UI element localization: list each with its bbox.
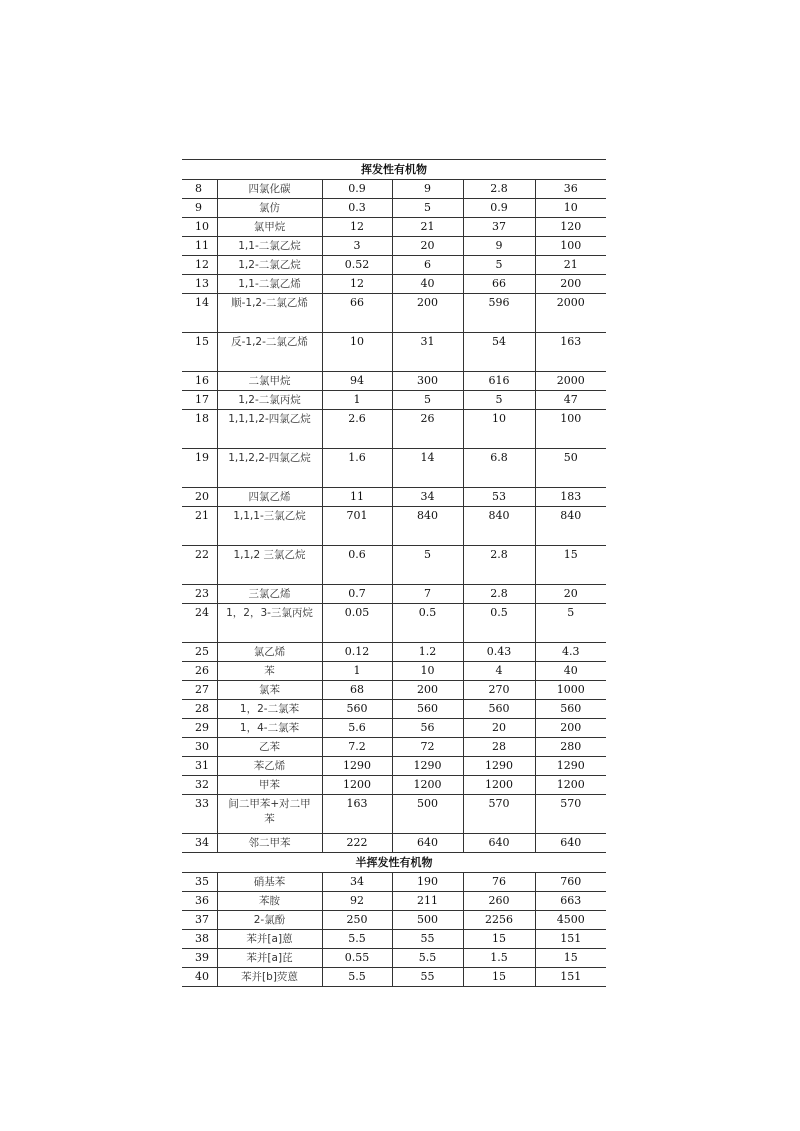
value-col-3: 0.5: [463, 604, 535, 643]
value-col-4: 100: [535, 410, 606, 449]
value-col-1: 94: [322, 372, 392, 391]
table-row: [182, 949, 606, 968]
value-col-2: 200: [392, 681, 463, 700]
value-col-3: 6.8: [463, 449, 535, 488]
value-col-1: 5.6: [322, 719, 392, 738]
pollutant-name: 1,2-二氯丙烷: [217, 391, 322, 410]
row-number: 28: [182, 700, 217, 719]
value-col-1: 560: [322, 700, 392, 719]
value-col-3: 54: [463, 333, 535, 372]
value-col-1: 68: [322, 681, 392, 700]
value-col-4: 20: [535, 585, 606, 604]
value-col-4: 200: [535, 719, 606, 738]
value-col-3: 616: [463, 372, 535, 391]
pollutant-name: 苯并[b]荧蒽: [217, 968, 322, 987]
section-title: 挥发性有机物: [182, 160, 606, 180]
row-number: 10: [182, 218, 217, 237]
pollutant-name: 2-氯酚: [217, 911, 322, 930]
section-header-row: [182, 160, 606, 180]
value-col-2: 5: [392, 199, 463, 218]
value-col-4: 50: [535, 449, 606, 488]
value-col-2: 640: [392, 834, 463, 853]
value-col-4: 36: [535, 180, 606, 199]
value-col-1: 1290: [322, 757, 392, 776]
table-row: [182, 199, 606, 218]
value-col-4: 280: [535, 738, 606, 757]
value-col-2: 500: [392, 911, 463, 930]
section-header-row: [182, 853, 606, 873]
table-row: [182, 892, 606, 911]
pollutant-name: 苯并[a]蒽: [217, 930, 322, 949]
row-number: 38: [182, 930, 217, 949]
value-col-1: 0.3: [322, 199, 392, 218]
value-col-1: 222: [322, 834, 392, 853]
table-row: [182, 911, 606, 930]
value-col-3: 1.5: [463, 949, 535, 968]
value-col-1: 1.6: [322, 449, 392, 488]
value-col-2: 211: [392, 892, 463, 911]
value-col-1: 34: [322, 873, 392, 892]
value-col-3: 5: [463, 256, 535, 275]
value-col-2: 40: [392, 275, 463, 294]
value-col-3: 840: [463, 507, 535, 546]
value-col-2: 5.5: [392, 949, 463, 968]
row-number: 18: [182, 410, 217, 449]
table-row: [182, 795, 606, 834]
value-col-3: 570: [463, 795, 535, 834]
row-number: 15: [182, 333, 217, 372]
row-number: 35: [182, 873, 217, 892]
value-col-3: 4: [463, 662, 535, 681]
value-col-3: 0.9: [463, 199, 535, 218]
table-row: [182, 757, 606, 776]
value-col-3: 15: [463, 968, 535, 987]
value-col-4: 840: [535, 507, 606, 546]
value-col-4: 1290: [535, 757, 606, 776]
value-col-1: 7.2: [322, 738, 392, 757]
pollutant-name: 邻二甲苯: [217, 834, 322, 853]
row-number: 25: [182, 643, 217, 662]
value-col-2: 5: [392, 391, 463, 410]
pollutant-name: 1,1-二氯乙烯: [217, 275, 322, 294]
row-number: 26: [182, 662, 217, 681]
value-col-1: 5.5: [322, 968, 392, 987]
pollutant-name: 1,2-二氯乙烷: [217, 256, 322, 275]
pollutant-name: 三氯乙烯: [217, 585, 322, 604]
value-col-3: 2.8: [463, 180, 535, 199]
value-col-1: 701: [322, 507, 392, 546]
pollutant-name: 二氯甲烷: [217, 372, 322, 391]
table-row: [182, 643, 606, 662]
value-col-1: 163: [322, 795, 392, 834]
row-number: 16: [182, 372, 217, 391]
table-row: [182, 700, 606, 719]
value-col-3: 1290: [463, 757, 535, 776]
value-col-1: 0.55: [322, 949, 392, 968]
value-col-1: 0.7: [322, 585, 392, 604]
value-col-2: 26: [392, 410, 463, 449]
value-col-2: 55: [392, 968, 463, 987]
row-number: 14: [182, 294, 217, 333]
value-col-4: 2000: [535, 372, 606, 391]
value-col-1: 1200: [322, 776, 392, 795]
value-col-3: 10: [463, 410, 535, 449]
pollutant-name: 1，4-二氯苯: [217, 719, 322, 738]
row-number: 22: [182, 546, 217, 585]
row-number: 33: [182, 795, 217, 834]
table-row: [182, 180, 606, 199]
value-col-3: 37: [463, 218, 535, 237]
value-col-1: 1: [322, 662, 392, 681]
pollutant-name: 1,1,1-三氯乙烷: [217, 507, 322, 546]
value-col-2: 20: [392, 237, 463, 256]
value-col-4: 15: [535, 546, 606, 585]
value-col-1: 92: [322, 892, 392, 911]
row-number: 40: [182, 968, 217, 987]
table-row: [182, 391, 606, 410]
value-col-4: 200: [535, 275, 606, 294]
pollutant-name: 四氯乙烯: [217, 488, 322, 507]
table-row: [182, 719, 606, 738]
table-row: [182, 546, 606, 585]
table-row: [182, 507, 606, 546]
value-col-3: 76: [463, 873, 535, 892]
value-col-2: 14: [392, 449, 463, 488]
value-col-2: 0.5: [392, 604, 463, 643]
row-number: 36: [182, 892, 217, 911]
value-col-2: 200: [392, 294, 463, 333]
table-row: [182, 237, 606, 256]
value-col-3: 15: [463, 930, 535, 949]
value-col-4: 47: [535, 391, 606, 410]
row-number: 37: [182, 911, 217, 930]
table-row: [182, 294, 606, 333]
table-row: [182, 738, 606, 757]
value-col-1: 0.05: [322, 604, 392, 643]
pollutant-name: 甲苯: [217, 776, 322, 795]
pollutant-name: 顺-1,2-二氯乙烯: [217, 294, 322, 333]
value-col-2: 1.2: [392, 643, 463, 662]
value-col-1: 0.52: [322, 256, 392, 275]
value-col-3: 9: [463, 237, 535, 256]
row-number: 20: [182, 488, 217, 507]
value-col-1: 0.12: [322, 643, 392, 662]
pollutant-name: 乙苯: [217, 738, 322, 757]
table-row: [182, 604, 606, 643]
row-number: 19: [182, 449, 217, 488]
value-col-4: 10: [535, 199, 606, 218]
value-col-2: 55: [392, 930, 463, 949]
value-col-3: 260: [463, 892, 535, 911]
row-number: 8: [182, 180, 217, 199]
table-row: [182, 681, 606, 700]
row-number: 30: [182, 738, 217, 757]
row-number: 11: [182, 237, 217, 256]
table-row: [182, 488, 606, 507]
table-row: [182, 968, 606, 987]
section-title: 半挥发性有机物: [182, 853, 606, 873]
value-col-3: 560: [463, 700, 535, 719]
table-row: [182, 333, 606, 372]
row-number: 9: [182, 199, 217, 218]
value-col-2: 72: [392, 738, 463, 757]
value-col-3: 2256: [463, 911, 535, 930]
pollutant-name: 苯并[a]芘: [217, 949, 322, 968]
pollutant-name: 1，2-二氯苯: [217, 700, 322, 719]
value-col-1: 11: [322, 488, 392, 507]
value-col-4: 21: [535, 256, 606, 275]
row-number: 21: [182, 507, 217, 546]
value-col-2: 6: [392, 256, 463, 275]
value-col-3: 640: [463, 834, 535, 853]
pollutant-name: 氯乙烯: [217, 643, 322, 662]
value-col-4: 40: [535, 662, 606, 681]
value-col-1: 2.6: [322, 410, 392, 449]
value-col-4: 100: [535, 237, 606, 256]
row-number: 31: [182, 757, 217, 776]
value-col-2: 5: [392, 546, 463, 585]
pollutant-name: 1,1,2,2-四氯乙烷: [217, 449, 322, 488]
value-col-1: 0.9: [322, 180, 392, 199]
value-col-4: 570: [535, 795, 606, 834]
value-col-4: 151: [535, 930, 606, 949]
pollutant-name: 1,1,1,2-四氯乙烷: [217, 410, 322, 449]
value-col-1: 250: [322, 911, 392, 930]
value-col-4: 163: [535, 333, 606, 372]
value-col-4: 760: [535, 873, 606, 892]
row-number: 34: [182, 834, 217, 853]
value-col-2: 10: [392, 662, 463, 681]
table-row: [182, 873, 606, 892]
value-col-4: 151: [535, 968, 606, 987]
row-number: 24: [182, 604, 217, 643]
value-col-3: 53: [463, 488, 535, 507]
table-row: [182, 834, 606, 853]
pollutant-name: 氯甲烷: [217, 218, 322, 237]
table-row: [182, 372, 606, 391]
value-col-2: 9: [392, 180, 463, 199]
value-col-2: 560: [392, 700, 463, 719]
pollutant-name: 四氯化碳: [217, 180, 322, 199]
value-col-2: 500: [392, 795, 463, 834]
value-col-4: 120: [535, 218, 606, 237]
value-col-1: 12: [322, 275, 392, 294]
value-col-1: 1: [322, 391, 392, 410]
value-col-1: 66: [322, 294, 392, 333]
table-row: [182, 449, 606, 488]
value-col-2: 31: [392, 333, 463, 372]
row-number: 23: [182, 585, 217, 604]
value-col-3: 20: [463, 719, 535, 738]
value-col-2: 34: [392, 488, 463, 507]
row-number: 29: [182, 719, 217, 738]
table-row: [182, 275, 606, 294]
pollutant-name: 苯乙烯: [217, 757, 322, 776]
table-row: [182, 218, 606, 237]
value-col-2: 21: [392, 218, 463, 237]
row-number: 39: [182, 949, 217, 968]
row-number: 13: [182, 275, 217, 294]
value-col-4: 5: [535, 604, 606, 643]
value-col-3: 0.43: [463, 643, 535, 662]
value-col-4: 2000: [535, 294, 606, 333]
value-col-3: 596: [463, 294, 535, 333]
value-col-2: 56: [392, 719, 463, 738]
value-col-4: 663: [535, 892, 606, 911]
pollutant-name: 1，2，3-三氯丙烷: [217, 604, 322, 643]
pollutant-name: 苯: [217, 662, 322, 681]
table-body: [182, 160, 606, 987]
table-row: [182, 930, 606, 949]
pollutant-name: 氯苯: [217, 681, 322, 700]
row-number: 32: [182, 776, 217, 795]
value-col-1: 3: [322, 237, 392, 256]
value-col-1: 5.5: [322, 930, 392, 949]
value-col-2: 7: [392, 585, 463, 604]
table-row: [182, 256, 606, 275]
value-col-2: 300: [392, 372, 463, 391]
value-col-4: 640: [535, 834, 606, 853]
value-col-4: 560: [535, 700, 606, 719]
value-col-1: 12: [322, 218, 392, 237]
table-row: [182, 662, 606, 681]
value-col-3: 270: [463, 681, 535, 700]
value-col-4: 1000: [535, 681, 606, 700]
table-row: [182, 410, 606, 449]
value-col-1: 0.6: [322, 546, 392, 585]
value-col-4: 15: [535, 949, 606, 968]
value-col-4: 1200: [535, 776, 606, 795]
value-col-4: 4.3: [535, 643, 606, 662]
pollutant-table: [182, 159, 606, 987]
value-col-3: 2.8: [463, 585, 535, 604]
value-col-4: 183: [535, 488, 606, 507]
value-col-4: 4500: [535, 911, 606, 930]
row-number: 27: [182, 681, 217, 700]
document-page: [182, 159, 606, 987]
value-col-3: 1200: [463, 776, 535, 795]
pollutant-name: 1,1-二氯乙烷: [217, 237, 322, 256]
pollutant-name: 1,1,2 三氯乙烷: [217, 546, 322, 585]
value-col-2: 840: [392, 507, 463, 546]
value-col-3: 66: [463, 275, 535, 294]
pollutant-name: 间二甲苯+对二甲苯: [217, 795, 322, 834]
value-col-1: 10: [322, 333, 392, 372]
table-row: [182, 776, 606, 795]
value-col-2: 1200: [392, 776, 463, 795]
table-row: [182, 585, 606, 604]
pollutant-name: 反-1,2-二氯乙烯: [217, 333, 322, 372]
value-col-2: 1290: [392, 757, 463, 776]
value-col-3: 28: [463, 738, 535, 757]
value-col-3: 5: [463, 391, 535, 410]
value-col-2: 190: [392, 873, 463, 892]
value-col-3: 2.8: [463, 546, 535, 585]
row-number: 17: [182, 391, 217, 410]
row-number: 12: [182, 256, 217, 275]
pollutant-name: 苯胺: [217, 892, 322, 911]
pollutant-name: 硝基苯: [217, 873, 322, 892]
pollutant-name: 氯仿: [217, 199, 322, 218]
